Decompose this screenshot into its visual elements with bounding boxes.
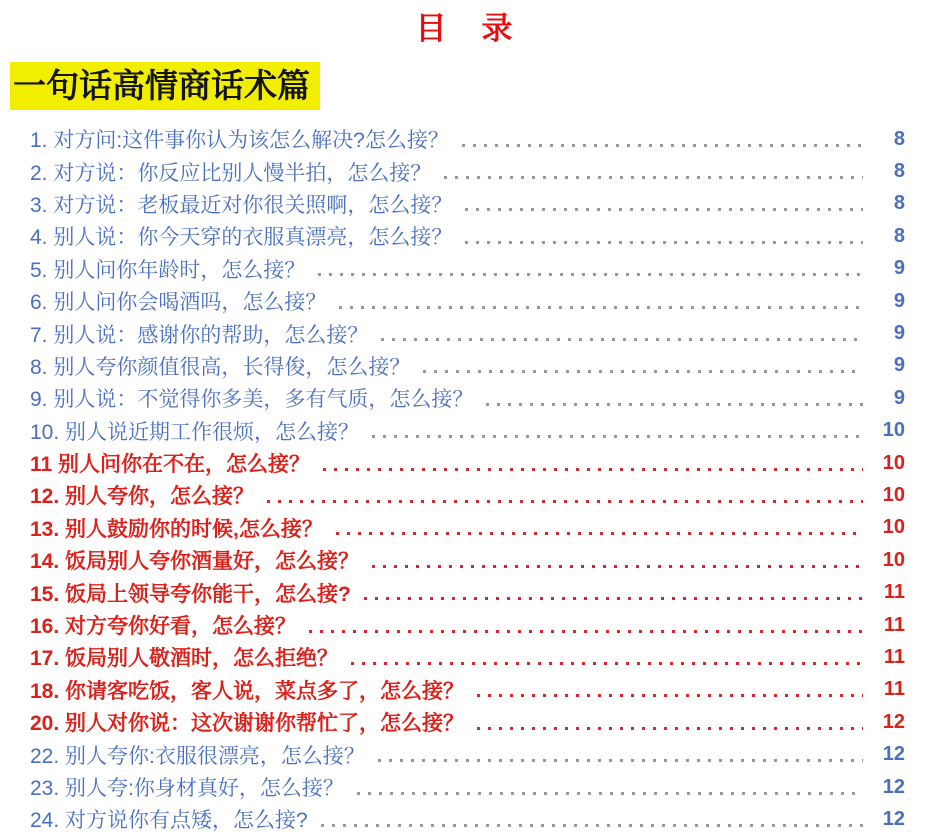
toc-entry[interactable] — [30, 738, 905, 770]
section-header-highlighted: 一句话高情商话术篇 — [10, 62, 320, 110]
dot-leader — [477, 727, 863, 730]
toc-entry[interactable] — [30, 771, 905, 803]
toc-entry[interactable] — [30, 350, 905, 382]
toc-page-number: 8 — [893, 224, 905, 247]
dot-leader — [309, 630, 863, 633]
toc-entry[interactable] — [30, 382, 905, 414]
toc-page-number: 10 — [882, 419, 905, 442]
toc-entry-text: 14. 饭局别人夸你酒量好，怎么接？ — [30, 550, 360, 574]
toc-page-number: 12 — [882, 807, 905, 830]
toc-page-number: 11 — [883, 645, 905, 668]
dot-leader — [465, 241, 863, 244]
toc-entry-text: 8. 别人夸你颜值很高，长得俊，怎么接？ — [30, 355, 411, 379]
toc-entry-text: 13. 别人鼓励你的时候,怎么接？ — [30, 517, 323, 541]
toc-page-number: 12 — [882, 743, 905, 766]
dot-leader — [267, 500, 863, 503]
toc-entry[interactable] — [30, 641, 905, 673]
dot-leader — [462, 144, 863, 147]
toc-list — [30, 123, 905, 836]
toc-entry-text: 1. 对方问:这件事你认为该怎么解决?怎么接？ — [30, 129, 449, 153]
toc-entry-text: 5. 别人问你年龄时，怎么接？ — [30, 258, 306, 282]
toc-entry-text: 23. 别人夸:你身材真好，怎么接？ — [30, 777, 344, 800]
dot-leader — [351, 662, 863, 665]
toc-entry-text: 2. 对方说：你反应比别人慢半拍，怎么接？ — [30, 161, 432, 185]
dot-leader — [477, 694, 863, 697]
dot-leader — [339, 306, 863, 309]
toc-page-number: 12 — [882, 710, 905, 733]
toc-entry[interactable] — [30, 415, 905, 447]
dot-leader — [321, 824, 863, 827]
toc-entry-text: 17. 饭局别人敬酒时，怎么拒绝？ — [30, 647, 339, 671]
toc-entry-text: 15. 饭局上领导夸你能干，怎么接? — [30, 582, 351, 606]
dot-leader — [486, 403, 863, 406]
toc-entry[interactable] — [30, 220, 905, 252]
dot-leader — [357, 792, 863, 795]
dot-leader — [336, 532, 863, 535]
toc-page-number: 8 — [893, 160, 905, 183]
dot-leader — [423, 370, 863, 373]
toc-entry-text: 20. 别人对你说：这次谢谢你帮忙了，怎么接？ — [30, 712, 465, 736]
toc-entry-text: 9. 别人说：不觉得你多美，多有气质，怎么接？ — [30, 388, 474, 412]
toc-entry-text: 3. 对方说：老板最近对你很关照啊，怎么接？ — [30, 193, 453, 217]
dot-leader — [465, 208, 863, 211]
toc-entry-text: 11 别人问你在不在，怎么接？ — [30, 453, 311, 477]
toc-entry-text: 4. 别人说：你今天穿的衣服真漂亮，怎么接？ — [30, 226, 453, 250]
dot-leader — [364, 597, 863, 600]
toc-page-number: 9 — [893, 322, 905, 345]
toc-entry[interactable] — [30, 674, 905, 706]
toc-entry-text: 12. 别人夸你，怎么接？ — [30, 485, 255, 509]
toc-entry[interactable] — [30, 123, 905, 155]
toc-page-number: 9 — [893, 257, 905, 280]
dot-leader — [372, 435, 863, 438]
toc-page-number: 8 — [893, 127, 905, 150]
toc-page-number: 11 — [883, 581, 905, 604]
toc-page-number: 10 — [882, 548, 905, 571]
toc-entry[interactable] — [30, 706, 905, 738]
toc-page-number: 9 — [893, 354, 905, 377]
toc-entry[interactable] — [30, 317, 905, 349]
dot-leader — [444, 176, 863, 179]
dot-leader — [378, 759, 863, 762]
dot-leader — [372, 565, 863, 568]
toc-page-number: 8 — [893, 192, 905, 215]
toc-page-number: 10 — [882, 451, 905, 474]
toc-entry-text: 16. 对方夸你好看，怎么接？ — [30, 615, 297, 639]
toc-entry[interactable] — [30, 576, 905, 608]
toc-page-number: 10 — [882, 483, 905, 506]
toc-page-number: 10 — [882, 516, 905, 539]
toc-entry-text: 7. 别人说：感谢你的帮助，怎么接？ — [30, 323, 369, 347]
dot-leader — [381, 338, 863, 341]
toc-entry-text: 22. 别人夸你:衣服很漂亮，怎么接？ — [30, 744, 365, 768]
toc-page-number: 11 — [883, 613, 905, 636]
section-header-row — [10, 62, 930, 110]
toc-entry[interactable] — [30, 544, 905, 576]
toc-entry[interactable] — [30, 155, 905, 187]
toc-entry[interactable] — [30, 609, 905, 641]
toc-entry-text: 24. 对方说你有点矮，怎么接? — [30, 809, 308, 833]
toc-page-number: 9 — [893, 386, 905, 409]
toc-page-number: 11 — [883, 678, 905, 701]
toc-entry-text: 18. 你请客吃饭，客人说，菜点多了，怎么接？ — [30, 679, 465, 703]
toc-page-number: 12 — [882, 775, 905, 798]
dot-leader — [318, 273, 863, 276]
toc-page — [0, 9, 930, 833]
toc-entry[interactable] — [30, 447, 905, 479]
toc-entry-text: 10. 别人说近期工作很烦，怎么接？ — [30, 420, 360, 444]
toc-entry-text: 6. 别人问你会喝酒吗，怎么接？ — [30, 291, 327, 315]
toc-page-number: 9 — [893, 289, 905, 312]
toc-entry[interactable] — [30, 188, 905, 220]
toc-entry[interactable] — [30, 479, 905, 511]
toc-entry[interactable] — [30, 285, 905, 317]
toc-entry[interactable] — [30, 803, 905, 835]
toc-entry[interactable] — [30, 512, 905, 544]
page-title: 目 录 — [415, 11, 515, 46]
dot-leader — [323, 468, 863, 471]
toc-entry[interactable] — [30, 253, 905, 285]
